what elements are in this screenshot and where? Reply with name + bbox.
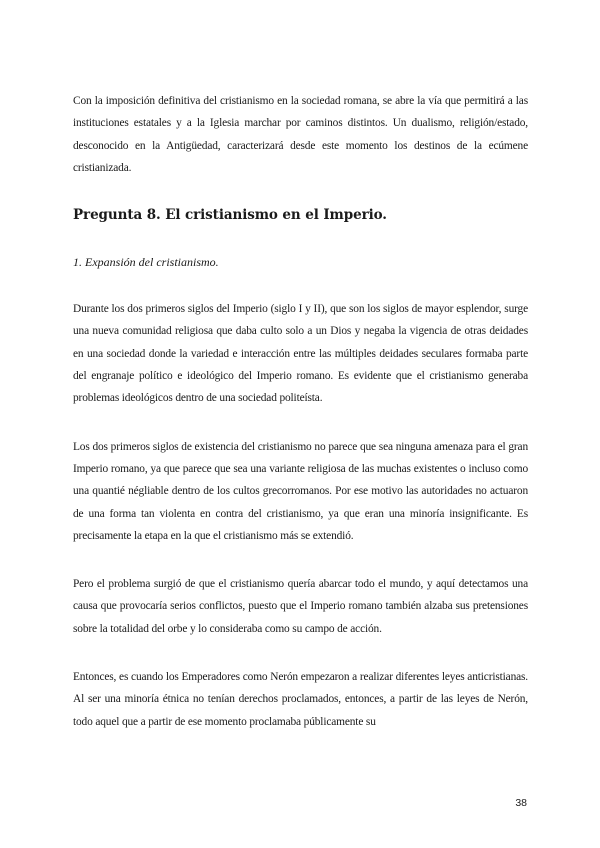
- body-paragraph-4: Entonces, es cuando los Emperadores como Nerón empezaron a realizar diferentes leyes anticristianas. Al ser una minoría étnica no tenían derechos proclamados, entonces, a partir de las leyes de Nerón, todo aquel que a partir de ese momento proclamaba públicamente su: [73, 671, 528, 728]
- page-number: 38: [515, 797, 527, 809]
- intro-paragraph: Con la imposición definitiva del cristianismo en la sociedad romana, se abre la vía que permitirá a las instituciones estatales y a la Iglesia marchar por caminos distintos. Un dualismo, religión/estado, desconocido en la Antigüedad, caracterizará desde este momento los destinos de la ecúmene cristianizada.: [73, 95, 528, 174]
- page-content: [73, 90, 528, 759]
- body-paragraph-1: Durante los dos primeros siglos del Imperio (siglo I y II), que son los siglos de mayor esplendor, surge una nueva comunidad religiosa que daba culto solo a un Dios y negaba la vigencia de otras deidades en una sociedad donde la variedad e interacción entre las múltiples deidades seculares formaba parte del engranaje político e ideológico del Imperio romano. Es evidente que el cristianismo generaba problemas ideológicos dentro de una sociedad politeísta.: [73, 303, 528, 405]
- subsection-heading: 1. Expansión del cristianismo.: [73, 255, 219, 270]
- body-paragraph-2: Los dos primeros siglos de existencia del cristianismo no parece que sea ninguna amenaza para el gran Imperio romano, ya que parece que sea una variante religiosa de las muchas existentes o incluso como una quantié négliable dentro de los cultos grecorromanos. Por ese motivo las autoridades no actuaron de una forma tan violenta en contra del cristianismo, ya que eran una minoría insignificante. Es precisamente la etapa en la que el cristianismo más se extendió.: [73, 440, 528, 542]
- body-paragraph-3: Pero el problema surgió de que el cristianismo quería abarcar todo el mundo, y aquí detectamos una causa que provocaría serios conflictos, puesto que el Imperio romano también alzaba sus pretensiones sobre la totalidad del orbe y lo consideraba como su campo de acción.: [73, 578, 528, 635]
- section-heading: Pregunta 8. El cristianismo en el Imperio.: [73, 207, 387, 224]
